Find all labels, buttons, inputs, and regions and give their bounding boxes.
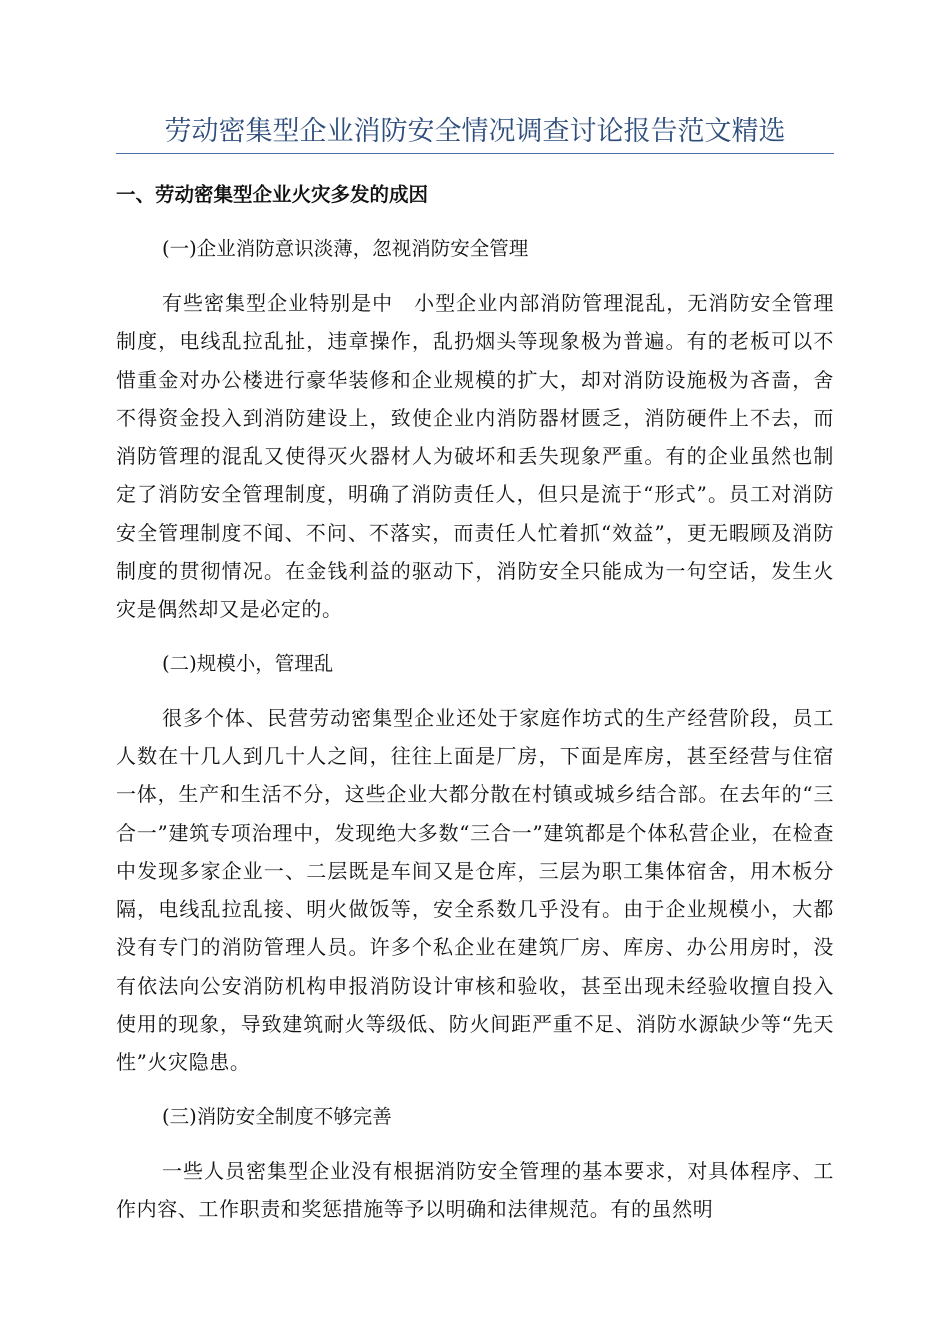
subsection-heading-2: (二)规模小，管理乱 (162, 651, 334, 675)
paragraph-2: 很多个体、民营劳动密集型企业还处于家庭作坊式的生产经营阶段，员工人数在十几人到几十人之间，往往上面是厂房，下面是库房，甚至经营与住宿一体，生产和生活不分，这些企业大都分散在村镇或城乡结合部。在去年的“三合一”建筑专项治理中，发现绝大多数“三合一”建筑都是个体私营企业，在检查中发现多家企业一、二层既是车间又是仓库，三层为职工集体宿舍，用木板分隔，电线乱拉乱接、明火做饭等，安全系数几乎没有。由于企业规模小，大都没有专门的消防管理人员。许多个私企业在建筑厂房、库房、办公用房时，没有依法向公安消防机构申报消防设计审核和验收，甚至出现未经验收擅自投入使用的现象，导致建筑耐火等级低、防火间距严重不足、消防水源缺少等“先天性”火灾隐患。 (116, 705, 834, 1075)
document-title: 劳动密集型企业消防安全情况调查讨论报告范文精选 (164, 116, 786, 147)
section-heading-causes: 一、劳动密集型企业火灾多发的成因 (116, 183, 429, 206)
subsection-heading-3: (三)消防安全制度不够完善 (162, 1104, 392, 1128)
paragraph-3: 一些人员密集型企业没有根据消防安全管理的基本要求，对具体程序、工作内容、工作职责和奖惩措施等予以明确和法律规范。有的虽然明 (116, 1158, 834, 1221)
subsection-heading-1: (一)企业消防意识淡薄，忽视消防安全管理 (162, 237, 529, 260)
title-underline (116, 153, 834, 154)
document-body (116, 176, 834, 1244)
paragraph-1: 有些密集型企业特别是中 小型企业内部消防管理混乱，无消防安全管理制度，电线乱拉乱扯，违章操作，乱扔烟头等现象极为普遍。有的老板可以不惜重金对办公楼进行豪华装修和企业规模的扩大，却对消防设施极为吝啬，舍不得资金投入到消防建设上，致使企业内消防器材匮乏，消防硬件上不去，而消防管理的混乱又使得灭火器材人为破坏和丢失现象严重。有的企业虽然也制定了消防安全管理制度，明确了消防责任人，但只是流于“形式”。员工对消防安全管理制度不闻、不问、不落实，而责任人忙着抓“效益”，更无暇顾及消防制度的贯彻情况。在金钱利益的驱动下，消防安全只能成为一句空话，发生火灾是偶然却又是必定的。 (116, 291, 834, 622)
